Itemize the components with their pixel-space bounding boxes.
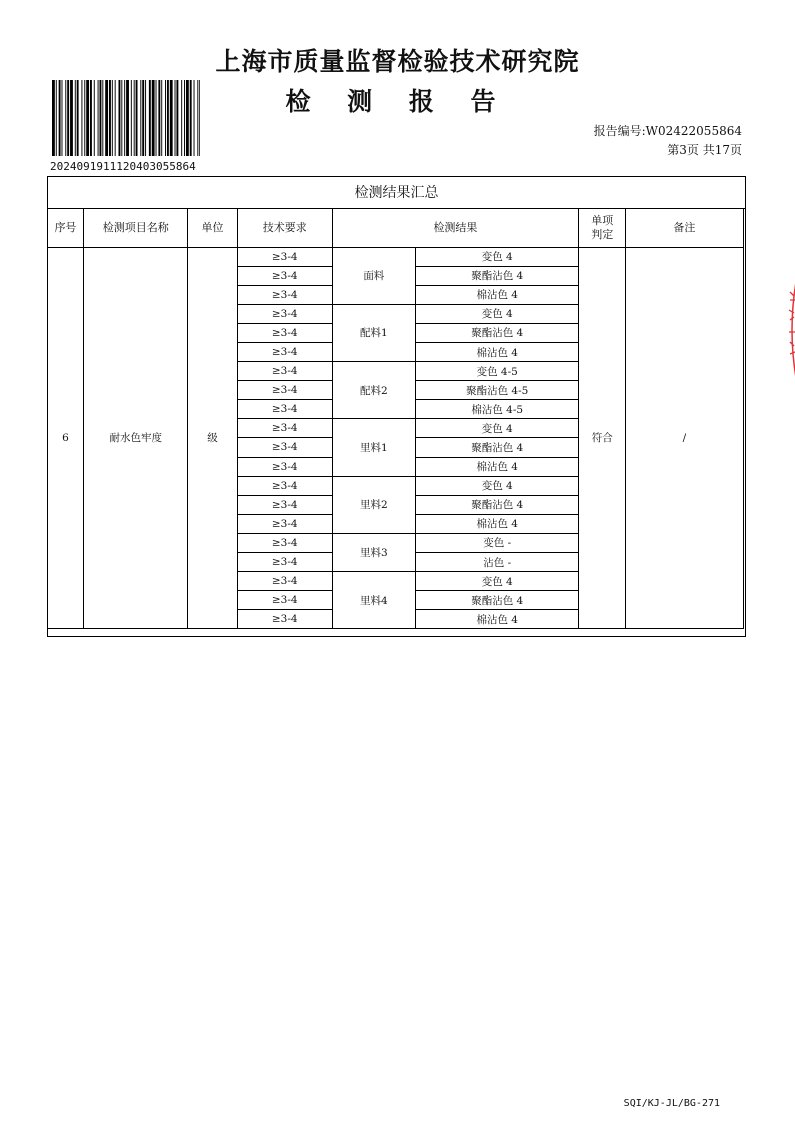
cell-requirement: ≥3-4: [237, 323, 332, 342]
barcode-bar: [175, 80, 176, 156]
barcode-bar: [109, 80, 111, 156]
cell-requirement: ≥3-4: [237, 572, 332, 591]
col-header-unit: 单位: [188, 208, 238, 247]
organization-title: 上海市质量监督检验技术研究院: [215, 47, 580, 76]
barcode-bar: [98, 80, 99, 156]
barcode-bar: [105, 80, 108, 156]
barcode-bar: [176, 80, 178, 156]
page-info: 第3页 共17页: [667, 143, 742, 157]
cell-result: 聚酯沾色 4: [416, 323, 579, 342]
cell-material: 里料1: [332, 419, 416, 476]
barcode-bar: [86, 80, 89, 156]
barcode-bar: [152, 80, 155, 156]
barcode-bar: [94, 80, 95, 156]
cell-requirement: ≥3-4: [237, 419, 332, 438]
barcode-bar: [170, 80, 173, 156]
barcode-bar: [84, 80, 85, 156]
cell-result: 变色 4: [416, 419, 579, 438]
cell-requirement: ≥3-4: [237, 342, 332, 361]
barcode-bar: [167, 80, 169, 156]
cell-result: 聚酯沾色 4-5: [416, 381, 579, 400]
barcode-bar: [112, 80, 113, 156]
barcode-bar: [156, 80, 157, 156]
cell-verdict: 符合: [579, 247, 626, 629]
barcode-bar: [56, 80, 57, 156]
barcode-bar: [158, 80, 160, 156]
cell-material: 里料2: [332, 476, 416, 533]
barcode-bar: [149, 80, 151, 156]
cell-material: 里料3: [332, 533, 416, 571]
cell-material: 里料4: [332, 572, 416, 629]
cell-requirement: ≥3-4: [237, 304, 332, 323]
cell-material: 面料: [332, 247, 416, 304]
cell-result: 变色 4-5: [416, 362, 579, 381]
table-body: [47, 247, 743, 629]
col-header-remark: 备注: [626, 208, 743, 247]
table-row: [47, 247, 743, 266]
cell-seq: 6: [47, 247, 84, 629]
cell-requirement: ≥3-4: [237, 514, 332, 533]
barcode-bar: [75, 80, 76, 156]
barcode-bar: [140, 80, 141, 156]
cell-result: 沾色 -: [416, 553, 579, 572]
barcode-bar: [142, 80, 144, 156]
cell-material: 配料2: [332, 362, 416, 419]
barcode-bar: [181, 80, 182, 156]
cell-result: 变色 4: [416, 572, 579, 591]
summary-table-frame: [47, 176, 746, 637]
barcode-bar: [100, 80, 102, 156]
cell-result: 棉沾色 4-5: [416, 400, 579, 419]
cell-requirement: ≥3-4: [237, 553, 332, 572]
barcode-bar: [136, 80, 138, 156]
cell-unit: 级: [188, 247, 238, 629]
footer-form-code: SQI/KJ-JL/BG-271: [623, 1098, 720, 1109]
barcode-bar: [124, 80, 125, 156]
barcode-bar: [184, 80, 185, 156]
barcode-bar: [115, 80, 116, 156]
barcode-bar: [134, 80, 135, 156]
barcode-bar: [199, 80, 200, 156]
cell-requirement: ≥3-4: [237, 438, 332, 457]
cell-result: 聚酯沾色 4: [416, 591, 579, 610]
barcode-bar: [145, 80, 146, 156]
barcode-bar: [102, 80, 103, 156]
cell-result: 聚酯沾色 4: [416, 495, 579, 514]
cell-requirement: ≥3-4: [237, 591, 332, 610]
cell-requirement: ≥3-4: [237, 247, 332, 266]
cell-requirement: ≥3-4: [237, 495, 332, 514]
document-title: 检 测 报 告: [285, 87, 510, 116]
cell-requirement: ≥3-4: [237, 457, 332, 476]
barcode-bar: [186, 80, 189, 156]
cell-result: 聚酯沾色 4: [416, 438, 579, 457]
barcode-bar: [59, 80, 61, 156]
barcode-bar: [161, 80, 162, 156]
cell-result: 变色 4: [416, 476, 579, 495]
cell-item-name: 耐水色牢度: [84, 247, 188, 629]
barcode-number: 20240919111204030558​64: [50, 160, 196, 173]
seal-stamp-icon: [784, 280, 795, 380]
barcode-bar: [194, 80, 195, 156]
barcode-bar: [70, 80, 73, 156]
cell-result: 棉沾色 4: [416, 285, 579, 304]
col-header-seq: 序号: [47, 208, 84, 247]
seal-stamp-fragment: [784, 280, 795, 383]
barcode-bar: [121, 80, 122, 156]
cell-requirement: ≥3-4: [237, 362, 332, 381]
cell-result: 变色 4: [416, 304, 579, 323]
barcode-bar: [126, 80, 129, 156]
cell-remark: /: [626, 247, 743, 629]
barcode-bar: [52, 80, 55, 156]
barcode-bar: [81, 80, 82, 156]
barcode-bar: [197, 80, 198, 156]
summary-title: 检测结果汇总: [48, 177, 745, 209]
col-header-item-name: 检测项目名称: [84, 208, 188, 247]
cell-result: 棉沾色 4: [416, 610, 579, 629]
barcode-bar: [131, 80, 132, 156]
barcode-bar: [90, 80, 92, 156]
report-number: 报告编号:W02422055864: [593, 124, 742, 138]
cell-result: 棉沾色 4: [416, 457, 579, 476]
barcode-bar: [165, 80, 166, 156]
results-table: [47, 208, 744, 630]
cell-material: 配料1: [332, 304, 416, 361]
col-header-verdict-text: 单项判定: [591, 213, 614, 241]
cell-result: 变色 4: [416, 247, 579, 266]
cell-result: 棉沾色 4: [416, 342, 579, 361]
cell-requirement: ≥3-4: [237, 381, 332, 400]
barcode-bar: [190, 80, 192, 156]
cell-requirement: ≥3-4: [237, 610, 332, 629]
col-header-requirement: 技术要求: [237, 208, 332, 247]
cell-result: 变色 -: [416, 533, 579, 552]
barcode-bar: [77, 80, 79, 156]
table-header-row: [47, 208, 743, 247]
barcode: [52, 80, 200, 156]
col-header-result: 检测结果: [332, 208, 579, 247]
cell-requirement: ≥3-4: [237, 285, 332, 304]
cell-requirement: ≥3-4: [237, 400, 332, 419]
cell-requirement: ≥3-4: [237, 266, 332, 285]
cell-result: 棉沾色 4: [416, 514, 579, 533]
cell-result: 聚酯沾色 4: [416, 266, 579, 285]
cell-requirement: ≥3-4: [237, 476, 332, 495]
barcode-bar: [65, 80, 66, 156]
barcode-bar: [119, 80, 121, 156]
col-header-verdict: [579, 208, 626, 247]
cell-requirement: ≥3-4: [237, 533, 332, 552]
barcode-bar: [62, 80, 63, 156]
barcode-bar: [67, 80, 69, 156]
